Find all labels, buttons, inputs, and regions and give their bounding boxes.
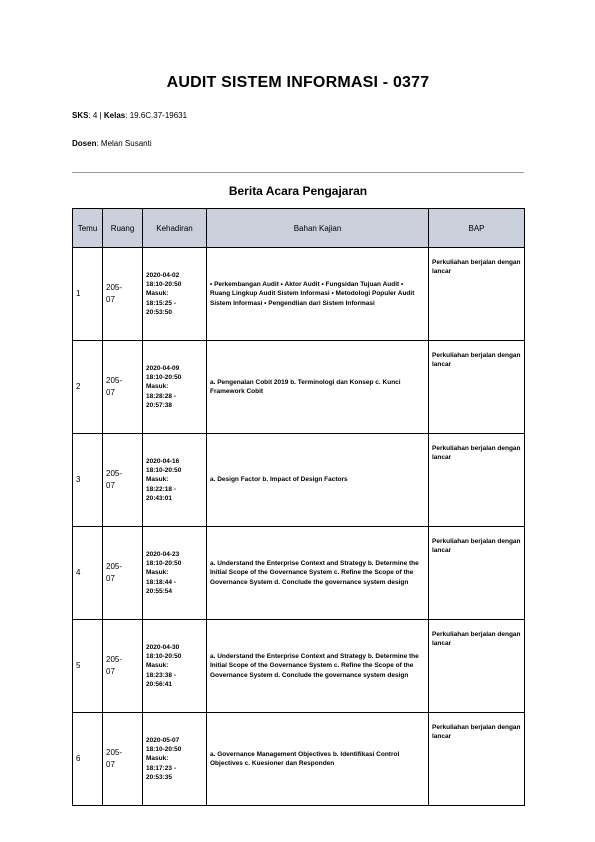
table-row (73, 341, 525, 434)
cell-temu: 3 (73, 434, 103, 527)
cell-ruang: 205- 07 (103, 527, 143, 620)
cell-temu: 4 (73, 527, 103, 620)
cell-temu: 1 (73, 248, 103, 341)
table-row (73, 713, 525, 806)
sks-label: SKS (72, 111, 89, 120)
dosen-label: Dosen (72, 139, 97, 148)
kelas-label: Kelas (103, 111, 126, 120)
cell-bap: Perkuliahan berjalan dengan lancar (429, 341, 525, 434)
sks-value: : 4 | (88, 111, 102, 120)
section-title: Berita Acara Pengajaran (228, 184, 368, 198)
course-meta-line (72, 111, 187, 120)
table-row (73, 527, 525, 620)
cell-bahan-kajian: a. Understand the Enterprise Context and Strategy b. Determine the Initial Scope of the Governance System c. Refine the Scope of the Governance System d. Conclude the governance system design (207, 620, 429, 713)
table-row (73, 248, 525, 341)
header-kehadiran: Kehadiran (143, 209, 207, 248)
cell-ruang: 205- 07 (103, 434, 143, 527)
cell-ruang: 205- 07 (103, 713, 143, 806)
header-bap: BAP (429, 209, 525, 248)
dosen-value: : Melan Susanti (96, 139, 152, 148)
lecturer-line (72, 139, 152, 148)
table-header-row (73, 209, 525, 248)
table-row (73, 434, 525, 527)
cell-kehadiran: 2020-04-30 18:10-20:50 Masuk: 18:23:38 - 20:56:41 (143, 620, 207, 713)
header-temu: Temu (73, 209, 103, 248)
cell-bahan-kajian: a. Understand the Enterprise Context and Strategy b. Determine the Initial Scope of the Governance System c. Refine the Scope of the Governance System d. Conclude the governance system design (207, 527, 429, 620)
cell-temu: 6 (73, 713, 103, 806)
divider (72, 172, 524, 173)
page-title: AUDIT SISTEM INFORMASI - 0377 (166, 74, 430, 91)
cell-bap: Perkuliahan berjalan dengan lancar (429, 713, 525, 806)
cell-ruang: 205- 07 (103, 248, 143, 341)
cell-kehadiran: 2020-05-07 18:10-20:50 Masuk: 18:17:23 - 20:53:35 (143, 713, 207, 806)
cell-bap: Perkuliahan berjalan dengan lancar (429, 527, 525, 620)
cell-kehadiran: 2020-04-02 18:10-20:50 Masuk: 18:15:25 - 20:53:50 (143, 248, 207, 341)
cell-bap: Perkuliahan berjalan dengan lancar (429, 620, 525, 713)
kelas-value: : 19.6C.37-19631 (125, 111, 188, 120)
header-bahan-kajian: Bahan Kajian (207, 209, 429, 248)
cell-bahan-kajian: a. Design Factor b. Impact of Design Factors (207, 434, 429, 527)
cell-temu: 5 (73, 620, 103, 713)
cell-ruang: 205- 07 (103, 341, 143, 434)
header-ruang: Ruang (103, 209, 143, 248)
cell-bap: Perkuliahan berjalan dengan lancar (429, 248, 525, 341)
cell-bap: Perkuliahan berjalan dengan lancar (429, 434, 525, 527)
cell-kehadiran: 2020-04-23 18:10-20:50 Masuk: 18:18:44 - 20:55:54 (143, 527, 207, 620)
cell-bahan-kajian: • Perkembangan Audit • Aktor Audit • Fungsidan Tujuan Audit • Ruang Lingkup Audit Sistem Informasi • Metodologi Populer Audit Sistem Informasi • Pengendlian dari Sistem Informasi (207, 248, 429, 341)
table-row (73, 620, 525, 713)
teaching-report-table (72, 208, 525, 806)
cell-kehadiran: 2020-04-09 18:10-20:50 Masuk: 18:28:28 - 20:57:38 (143, 341, 207, 434)
cell-kehadiran: 2020-04-16 18:10-20:50 Masuk: 18:22:18 - 20:43:01 (143, 434, 207, 527)
cell-bahan-kajian: a. Pengenalan Cobit 2019 b. Terminologi dan Konsep c. Kunci Framework Cobit (207, 341, 429, 434)
cell-bahan-kajian: a. Governance Management Objectives b. Identifikasi Control Objectives c. Kuesioner dan Responden (207, 713, 429, 806)
cell-temu: 2 (73, 341, 103, 434)
cell-ruang: 205- 07 (103, 620, 143, 713)
